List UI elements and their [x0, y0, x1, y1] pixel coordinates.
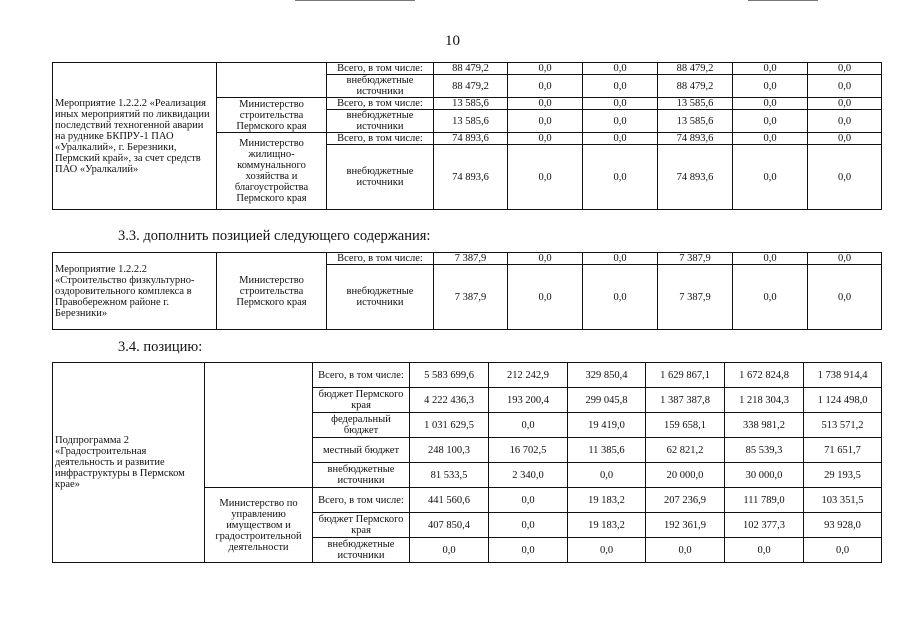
value-cell: 0,0: [508, 133, 583, 145]
value-cell: 62 821,2: [646, 438, 725, 463]
value-cell: 0,0: [583, 265, 658, 330]
value-cell: 0,0: [733, 253, 808, 265]
value-cell: 74 893,6: [434, 133, 508, 145]
value-cell: 1 738 914,4: [804, 363, 882, 388]
value-cell: 212 242,9: [489, 363, 568, 388]
value-cell: 0,0: [489, 538, 568, 563]
value-cell: 0,0: [508, 145, 583, 210]
value-cell: 0,0: [583, 63, 658, 75]
value-cell: 1 124 498,0: [804, 388, 882, 413]
value-cell: 0,0: [808, 133, 882, 145]
value-cell: 88 479,2: [658, 63, 733, 75]
value-cell: 338 981,2: [725, 413, 804, 438]
funding-source: внебюджетные источники: [327, 265, 434, 330]
funding-source: бюджет Пермского края: [313, 513, 410, 538]
value-cell: 0,0: [508, 98, 583, 110]
funding-source: внебюджетные источники: [327, 145, 434, 210]
value-cell: 29 193,5: [804, 463, 882, 488]
value-cell: 11 385,6: [568, 438, 646, 463]
value-cell: 13 585,6: [658, 98, 733, 110]
funding-source: Всего, в том числе:: [313, 488, 410, 513]
section-heading-3-4: 3.4. позицию:: [118, 339, 203, 355]
value-cell: 102 377,3: [725, 513, 804, 538]
value-cell: 88 479,2: [434, 63, 508, 75]
value-cell: 13 585,6: [434, 110, 508, 133]
value-cell: 513 571,2: [804, 413, 882, 438]
funding-source: бюджет Пермского края: [313, 388, 410, 413]
value-cell: 0,0: [733, 145, 808, 210]
value-cell: 0,0: [808, 265, 882, 330]
value-cell: 7 387,9: [434, 253, 508, 265]
table-row: [53, 363, 882, 388]
value-cell: 207 236,9: [646, 488, 725, 513]
measure-description: Мероприятие 1.2.2.2 «Реализация иных мероприятий по ликвидации последствий техногенной аварии на руднике БКПРУ-1 ПАО «Уралкалий», г. Березники, Пермский край», за счет средств ПАО «Уралкалий»: [53, 63, 217, 210]
executor-cell: [205, 363, 313, 488]
value-cell: 329 850,4: [568, 363, 646, 388]
table-measure-sports-complex: [52, 252, 882, 330]
value-cell: 0,0: [508, 253, 583, 265]
funding-source: внебюджетные источники: [327, 75, 434, 98]
value-cell: 0,0: [733, 75, 808, 98]
value-cell: 0,0: [804, 538, 882, 563]
value-cell: 0,0: [583, 75, 658, 98]
funding-source: Всего, в том числе:: [327, 133, 434, 145]
measure-description: Мероприятие 1.2.2.2 «Строительство физкультурно-оздоровительного комплекса в Правобережном районе г. Березники»: [53, 253, 217, 330]
value-cell: 1 387 387,8: [646, 388, 725, 413]
value-cell: 0,0: [508, 75, 583, 98]
value-cell: 20 000,0: [646, 463, 725, 488]
value-cell: 0,0: [568, 538, 646, 563]
value-cell: 7 387,9: [434, 265, 508, 330]
executor-cell: Министерство строительства Пермского края: [217, 253, 327, 330]
funding-source: Всего, в том числе:: [327, 253, 434, 265]
table-row: [53, 253, 882, 265]
top-edge-rule: [295, 0, 415, 1]
executor-cell: Министерство жилищно-коммунального хозяйства и благоустройства Пермского края: [217, 133, 327, 210]
value-cell: 19 183,2: [568, 488, 646, 513]
value-cell: 0,0: [808, 98, 882, 110]
value-cell: 0,0: [489, 413, 568, 438]
value-cell: 111 789,0: [725, 488, 804, 513]
value-cell: 159 658,1: [646, 413, 725, 438]
value-cell: 93 928,0: [804, 513, 882, 538]
value-cell: 7 387,9: [658, 253, 733, 265]
value-cell: 407 850,4: [410, 513, 489, 538]
value-cell: 0,0: [568, 463, 646, 488]
value-cell: 19 419,0: [568, 413, 646, 438]
executor-cell: [217, 63, 327, 98]
value-cell: 7 387,9: [658, 265, 733, 330]
table-row: [53, 63, 882, 75]
value-cell: 19 183,2: [568, 513, 646, 538]
value-cell: 0,0: [489, 513, 568, 538]
value-cell: 85 539,3: [725, 438, 804, 463]
value-cell: 0,0: [808, 253, 882, 265]
value-cell: 0,0: [583, 133, 658, 145]
funding-source: местный бюджет: [313, 438, 410, 463]
value-cell: 16 702,5: [489, 438, 568, 463]
executor-cell: Министерство строительства Пермского края: [217, 98, 327, 133]
value-cell: 192 361,9: [646, 513, 725, 538]
top-edge-rule: [748, 0, 818, 1]
value-cell: 1 031 629,5: [410, 413, 489, 438]
value-cell: 88 479,2: [434, 75, 508, 98]
funding-source: Всего, в том числе:: [327, 98, 434, 110]
value-cell: 13 585,6: [658, 110, 733, 133]
value-cell: 0,0: [508, 265, 583, 330]
value-cell: 0,0: [808, 110, 882, 133]
subprogram-description: Подпрограмма 2 «Градостроительная деятельность и развитие инфраструктуры в Пермском крае»: [53, 363, 205, 563]
value-cell: 74 893,6: [658, 133, 733, 145]
value-cell: 71 651,7: [804, 438, 882, 463]
value-cell: 0,0: [583, 110, 658, 133]
value-cell: 2 340,0: [489, 463, 568, 488]
funding-source: внебюджетные источники: [327, 110, 434, 133]
funding-source: федеральный бюджет: [313, 413, 410, 438]
table-measure-1-2-2-2-uralkali: [52, 62, 882, 210]
value-cell: 0,0: [646, 538, 725, 563]
value-cell: 0,0: [583, 98, 658, 110]
value-cell: 13 585,6: [434, 98, 508, 110]
value-cell: 0,0: [410, 538, 489, 563]
value-cell: 441 560,6: [410, 488, 489, 513]
value-cell: 0,0: [808, 75, 882, 98]
executor-cell: Министерство по управлению имуществом и градостроительной деятельности: [205, 488, 313, 563]
value-cell: 74 893,6: [658, 145, 733, 210]
value-cell: 0,0: [733, 133, 808, 145]
value-cell: 0,0: [733, 63, 808, 75]
value-cell: 0,0: [489, 488, 568, 513]
table-subprogram-2: [52, 362, 882, 563]
value-cell: 81 533,5: [410, 463, 489, 488]
value-cell: 0,0: [733, 265, 808, 330]
page-number: 10: [445, 33, 460, 49]
value-cell: 299 045,8: [568, 388, 646, 413]
funding-source: внебюджетные источники: [313, 538, 410, 563]
value-cell: 0,0: [583, 145, 658, 210]
value-cell: 88 479,2: [658, 75, 733, 98]
value-cell: 1 629 867,1: [646, 363, 725, 388]
value-cell: 0,0: [508, 110, 583, 133]
value-cell: 248 100,3: [410, 438, 489, 463]
value-cell: 103 351,5: [804, 488, 882, 513]
value-cell: 4 222 436,3: [410, 388, 489, 413]
funding-source: внебюджетные источники: [313, 463, 410, 488]
value-cell: 193 200,4: [489, 388, 568, 413]
value-cell: 0,0: [808, 63, 882, 75]
value-cell: 0,0: [583, 253, 658, 265]
value-cell: 1 218 304,3: [725, 388, 804, 413]
value-cell: 30 000,0: [725, 463, 804, 488]
value-cell: 1 672 824,8: [725, 363, 804, 388]
section-heading-3-3: 3.3. дополнить позицией следующего содержания:: [118, 228, 431, 244]
value-cell: 0,0: [808, 145, 882, 210]
value-cell: 0,0: [508, 63, 583, 75]
value-cell: 0,0: [725, 538, 804, 563]
value-cell: 0,0: [733, 110, 808, 133]
value-cell: 0,0: [733, 98, 808, 110]
value-cell: 5 583 699,6: [410, 363, 489, 388]
value-cell: 74 893,6: [434, 145, 508, 210]
funding-source: Всего, в том числе:: [327, 63, 434, 75]
funding-source: Всего, в том числе:: [313, 363, 410, 388]
